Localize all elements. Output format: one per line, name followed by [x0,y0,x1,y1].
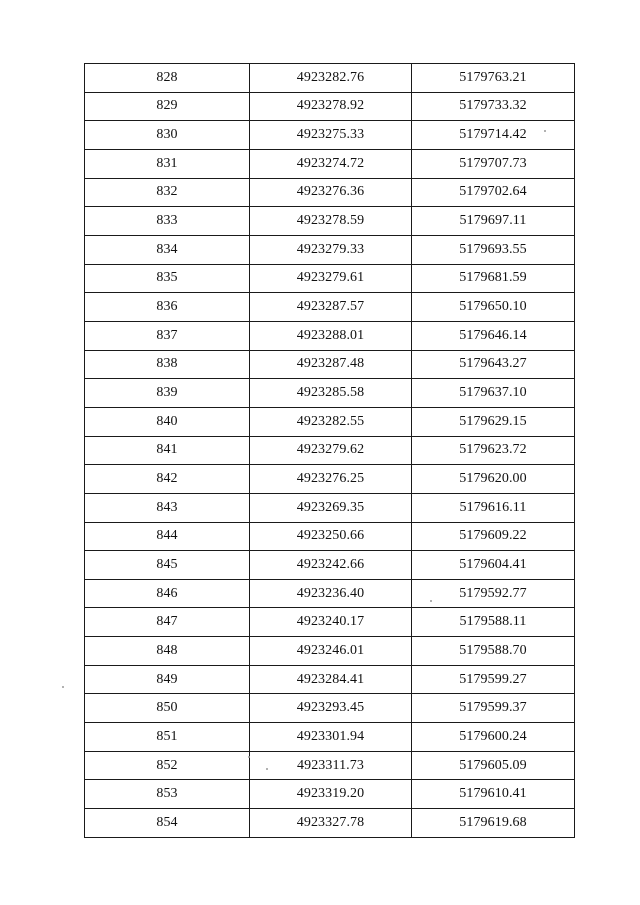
x-coordinate-cell: 4923284.41 [250,665,412,694]
x-coordinate-cell: 4923327.78 [250,809,412,838]
point-number-cell: 846 [85,579,250,608]
table-row [85,637,575,666]
point-number-cell: 854 [85,809,250,838]
y-coordinate-cell: 5179599.27 [412,665,575,694]
point-number-cell: 839 [85,379,250,408]
point-number-cell: 837 [85,321,250,350]
x-coordinate-cell: 4923278.92 [250,92,412,121]
table-row [85,522,575,551]
table-row [85,149,575,178]
x-coordinate-cell: 4923319.20 [250,780,412,809]
x-coordinate-cell: 4923282.55 [250,407,412,436]
table-row [85,121,575,150]
table-row [85,665,575,694]
table-row [85,350,575,379]
table-row [85,92,575,121]
point-number-cell: 832 [85,178,250,207]
x-coordinate-cell: 4923279.62 [250,436,412,465]
point-number-cell: 845 [85,551,250,580]
point-number-cell: 847 [85,608,250,637]
table-row [85,694,575,723]
table-row [85,551,575,580]
point-number-cell: 836 [85,293,250,322]
x-coordinate-cell: 4923301.94 [250,723,412,752]
table-row [85,379,575,408]
y-coordinate-cell: 5179650.10 [412,293,575,322]
x-coordinate-cell: 4923293.45 [250,694,412,723]
y-coordinate-cell: 5179588.70 [412,637,575,666]
y-coordinate-cell: 5179643.27 [412,350,575,379]
x-coordinate-cell: 4923242.66 [250,551,412,580]
point-number-cell: 835 [85,264,250,293]
table-row [85,64,575,93]
point-number-cell: 844 [85,522,250,551]
y-coordinate-cell: 5179646.14 [412,321,575,350]
x-coordinate-cell: 4923311.73 [250,751,412,780]
scan-speck [248,756,250,758]
x-coordinate-cell: 4923279.61 [250,264,412,293]
point-number-cell: 829 [85,92,250,121]
point-number-cell: 850 [85,694,250,723]
scan-speck [430,600,432,602]
y-coordinate-cell: 5179763.21 [412,64,575,93]
y-coordinate-cell: 5179588.11 [412,608,575,637]
y-coordinate-cell: 5179637.10 [412,379,575,408]
x-coordinate-cell: 4923282.76 [250,64,412,93]
point-number-cell: 841 [85,436,250,465]
x-coordinate-cell: 4923287.57 [250,293,412,322]
table-row [85,493,575,522]
point-number-cell: 853 [85,780,250,809]
table-row [85,207,575,236]
x-coordinate-cell: 4923275.33 [250,121,412,150]
table-row [85,780,575,809]
x-coordinate-cell: 4923287.48 [250,350,412,379]
scan-speck [62,686,64,688]
x-coordinate-cell: 4923269.35 [250,493,412,522]
table-row [85,407,575,436]
y-coordinate-cell: 5179599.37 [412,694,575,723]
y-coordinate-cell: 5179733.32 [412,92,575,121]
table-row [85,809,575,838]
y-coordinate-cell: 5179619.68 [412,809,575,838]
scan-speck [266,768,268,770]
point-number-cell: 838 [85,350,250,379]
table-row [85,321,575,350]
point-number-cell: 831 [85,149,250,178]
point-number-cell: 843 [85,493,250,522]
point-number-cell: 851 [85,723,250,752]
table-row [85,579,575,608]
y-coordinate-cell: 5179623.72 [412,436,575,465]
coordinates-table [84,63,575,838]
x-coordinate-cell: 4923236.40 [250,579,412,608]
point-number-cell: 852 [85,751,250,780]
table-row [85,178,575,207]
point-number-cell: 840 [85,407,250,436]
y-coordinate-cell: 5179609.22 [412,522,575,551]
coordinates-table-body [85,64,575,838]
x-coordinate-cell: 4923246.01 [250,637,412,666]
y-coordinate-cell: 5179707.73 [412,149,575,178]
point-number-cell: 830 [85,121,250,150]
point-number-cell: 849 [85,665,250,694]
table-row [85,264,575,293]
table-row [85,293,575,322]
x-coordinate-cell: 4923240.17 [250,608,412,637]
x-coordinate-cell: 4923279.33 [250,235,412,264]
scan-speck [544,130,546,132]
x-coordinate-cell: 4923285.58 [250,379,412,408]
y-coordinate-cell: 5179714.42 [412,121,575,150]
table-row [85,751,575,780]
x-coordinate-cell: 4923288.01 [250,321,412,350]
point-number-cell: 833 [85,207,250,236]
point-number-cell: 828 [85,64,250,93]
point-number-cell: 842 [85,465,250,494]
y-coordinate-cell: 5179600.24 [412,723,575,752]
table-row [85,465,575,494]
point-number-cell: 848 [85,637,250,666]
x-coordinate-cell: 4923276.36 [250,178,412,207]
y-coordinate-cell: 5179610.41 [412,780,575,809]
y-coordinate-cell: 5179681.59 [412,264,575,293]
y-coordinate-cell: 5179605.09 [412,751,575,780]
y-coordinate-cell: 5179697.11 [412,207,575,236]
x-coordinate-cell: 4923250.66 [250,522,412,551]
x-coordinate-cell: 4923276.25 [250,465,412,494]
point-number-cell: 834 [85,235,250,264]
table-row [85,608,575,637]
y-coordinate-cell: 5179702.64 [412,178,575,207]
table-row [85,235,575,264]
x-coordinate-cell: 4923278.59 [250,207,412,236]
y-coordinate-cell: 5179629.15 [412,407,575,436]
table-row [85,436,575,465]
y-coordinate-cell: 5179592.77 [412,579,575,608]
y-coordinate-cell: 5179616.11 [412,493,575,522]
table-row [85,723,575,752]
x-coordinate-cell: 4923274.72 [250,149,412,178]
y-coordinate-cell: 5179620.00 [412,465,575,494]
y-coordinate-cell: 5179604.41 [412,551,575,580]
y-coordinate-cell: 5179693.55 [412,235,575,264]
